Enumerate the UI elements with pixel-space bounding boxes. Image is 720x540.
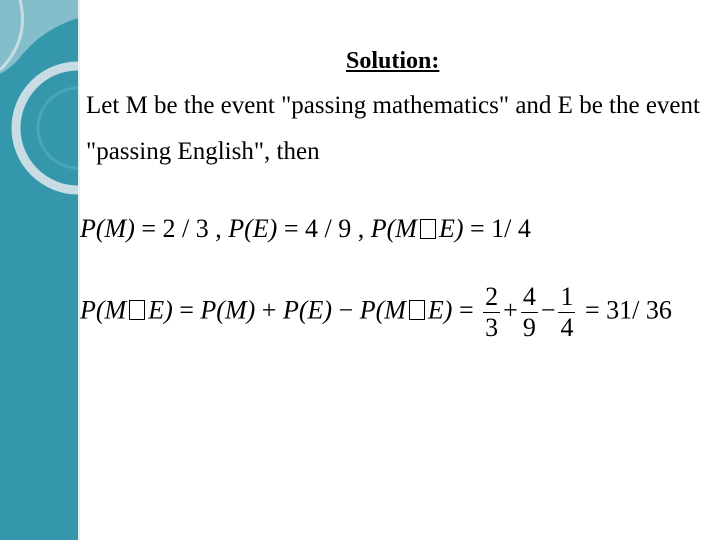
minus: − [332, 295, 360, 325]
minus: − [540, 295, 556, 325]
result: = 31/ 36 [578, 295, 672, 325]
p-m-term: P(M) [200, 295, 256, 325]
missing-symbol-icon [129, 300, 145, 320]
fraction-numerator: 1 [560, 282, 574, 311]
fraction-four-ninths [521, 282, 538, 343]
p-intersection-open: P(M [370, 214, 417, 243]
missing-symbol-icon [409, 300, 425, 320]
p-e-value: = 4 / 9 [277, 214, 352, 243]
separator: , [208, 214, 229, 243]
plus: + [503, 295, 518, 325]
p-e-term: P(E) [282, 295, 333, 325]
union-open: P(M [80, 295, 127, 325]
fraction-denominator: 9 [522, 313, 536, 342]
separator: , [351, 214, 371, 243]
sidebar-decoration [0, 0, 78, 540]
p-e-term: P(E) [228, 214, 278, 243]
sidebar-divider [78, 0, 80, 540]
fraction-one-quarter [558, 282, 575, 343]
equals: = [452, 295, 481, 325]
fraction-numerator: 2 [485, 282, 499, 311]
problem-line-1: Let M be the event "passing mathematics" and E be the event [86, 92, 700, 119]
intersection-open: P(M [359, 295, 406, 325]
p-m-term: P(M) [80, 214, 135, 243]
decorative-rings-icon [0, 0, 78, 540]
p-intersection-close: E) [438, 214, 464, 243]
union-close: E) [148, 295, 173, 325]
fraction-denominator: 3 [485, 313, 499, 342]
slide-title: Solution: [346, 48, 440, 74]
problem-line-2: "passing English", then [86, 138, 320, 165]
fraction-denominator: 4 [560, 313, 574, 342]
intersection-close: E) [427, 295, 453, 325]
missing-symbol-icon [420, 219, 436, 239]
equation-union-formula [80, 282, 672, 343]
p-m-value: = 2 / 3 [134, 214, 209, 243]
fraction-numerator: 4 [522, 282, 536, 311]
fraction-two-thirds [483, 282, 500, 343]
p-intersection-value: = 1/ 4 [463, 214, 531, 243]
equation-given-probabilities [80, 214, 531, 244]
equals: = [172, 295, 201, 325]
plus: + [255, 295, 283, 325]
